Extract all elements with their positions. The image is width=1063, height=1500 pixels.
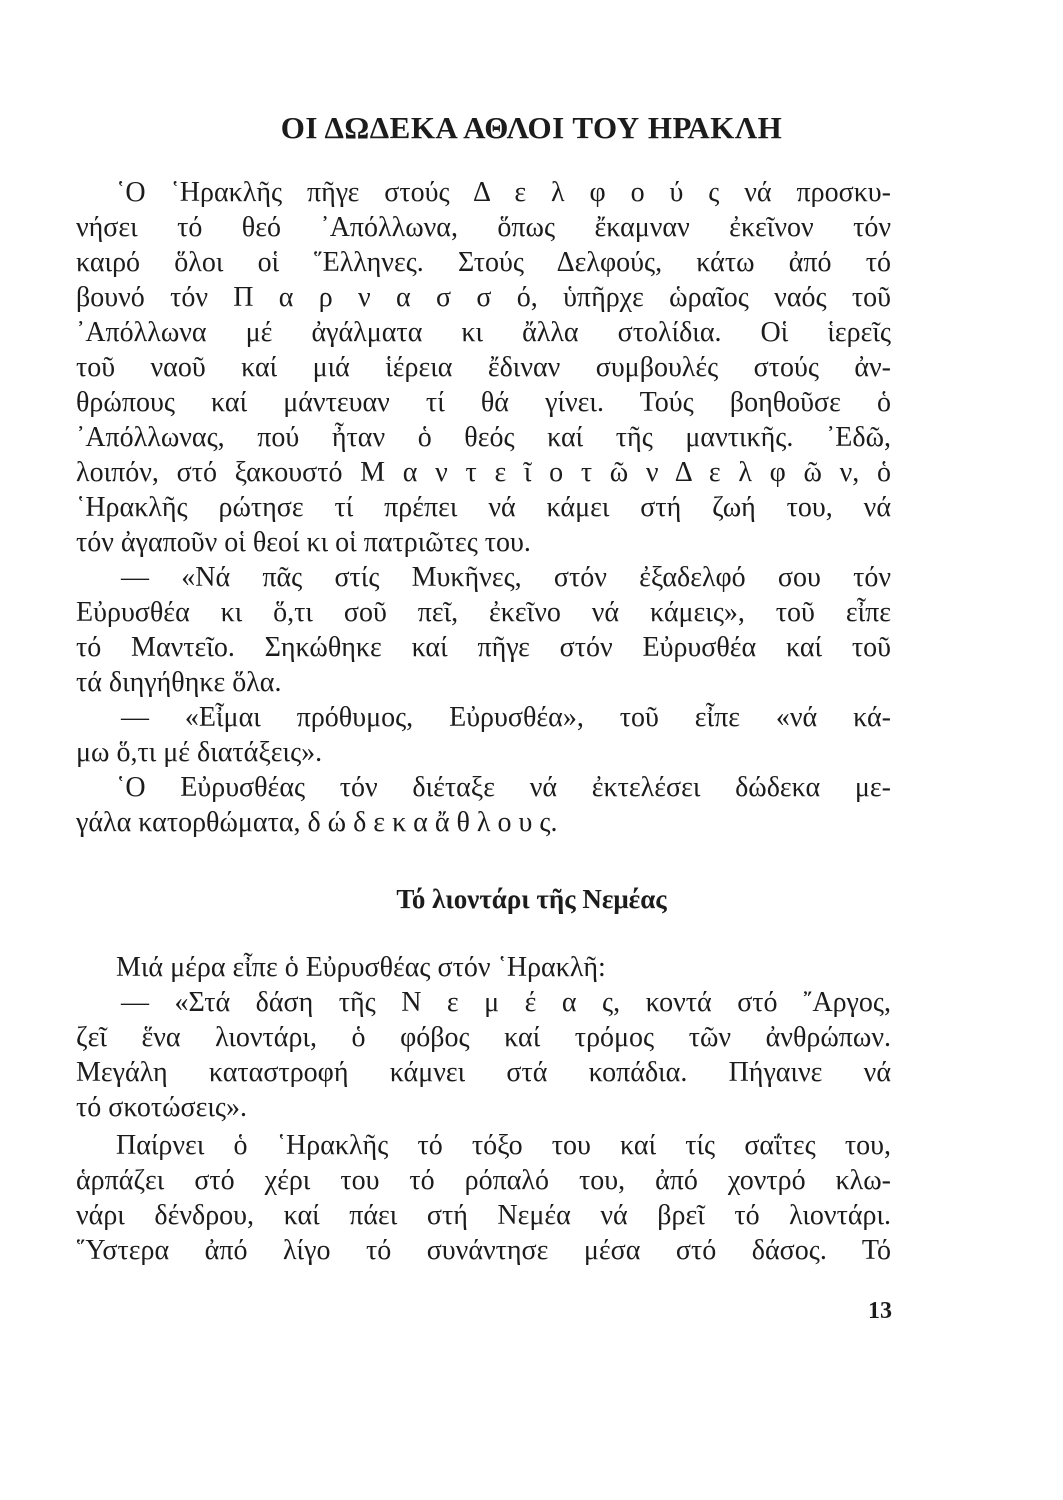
text-line: τά διηγήθηκε ὅλα. <box>76 667 282 698</box>
text-line: Μεγάλη καταστροφή κάμνει στά κοπάδια. Πήγαινε νά <box>76 1057 891 1088</box>
text-line: ἁρπάζει στό χέρι του τό ρόπαλό του, ἀπό χοντρό κλω- <box>76 1165 891 1196</box>
text-line: μω ὅ,τι μέ διατάξεις». <box>76 737 323 768</box>
text-line: θρώπους καί μάντευαν τί θά γίνει. Τούς βοηθοῦσε ὁ <box>76 387 891 418</box>
text-line: Παίρνει ὁ ῾Ηρακλῆς τό τόξο του καί τίς σαΐτες του, <box>116 1130 891 1161</box>
text-line: τό Μαντεῖο. Σηκώθηκε καί πῆγε στόν Εὐρυσθέα καί τοῦ <box>76 632 891 663</box>
text-line: — «Εἶμαι πρόθυμος, Εὐρυσθέα», τοῦ εἶπε «νά κά- <box>121 702 891 733</box>
text-line: βουνό τόν Π α ρ ν α σ σ ό, ὑπῆρχε ὡραῖος ναός τοῦ <box>76 282 891 313</box>
text-line: τόν ἀγαποῦν οἱ θεοί κι οἱ πατριῶτες του. <box>76 527 531 558</box>
text-line: νάρι δένδρου, καί πάει στή Νεμέα νά βρεῖ τό λιοντάρι. <box>76 1200 891 1231</box>
text-line: γάλα κατορθώματα, δ ώ δ ε κ α ἄ θ λ ο υ ς. <box>76 807 558 838</box>
text-line: ῾Ο Εὐρυσθέας τόν διέταξε νά ἐκτελέσει δώδεκα με- <box>116 772 891 803</box>
text-line: ῾Ο ῾Ηρακλῆς πῆγε στούς Δ ε λ φ ο ύ ς νά προσκυ- <box>116 177 891 208</box>
text-line: Μιά μέρα εἶπε ὁ Εὐρυσθέας στόν ῾Ηρακλῆ: <box>116 952 606 983</box>
text-line: Εὐρυσθέα κι ὅ,τι σοῦ πεῖ, ἐκεῖνο νά κάμεις», τοῦ εἶπε <box>76 597 891 628</box>
text-line: ᾿Απόλλωνα μέ ἀγάλματα κι ἄλλα στολίδια. Οἱ ἱερεῖς <box>76 317 891 348</box>
text-line: — «Νά πᾶς στίς Μυκῆνες, στόν ἐξαδελφό σου τόν <box>121 562 891 593</box>
text-line: ᾿Απόλλωνας, πού ἦταν ὁ θεός καί τῆς μαντικῆς. ᾿Εδῶ, <box>76 422 891 453</box>
text-line: ζεῖ ἕνα λιοντάρι, ὁ φόβος καί τρόμος τῶν ἀνθρώπων. <box>76 1022 891 1053</box>
text-line: καιρό ὅλοι οἱ ῞Ελληνες. Στούς Δελφούς, κάτω ἀπό τό <box>76 247 891 278</box>
text-line: λοιπόν, στό ξακουστό Μ α ν τ ε ῖ ο τ ῶ ν Δ ε λ φ ῶ ν, ὁ <box>76 457 891 488</box>
text-line: τοῦ ναοῦ καί μιά ἱέρεια ἔδιναν συμβουλές στούς ἀν- <box>76 352 891 383</box>
text-line: τό σκοτώσεις». <box>76 1092 247 1123</box>
text-line: νήσει τό θεό ᾿Απόλλωνα, ὅπως ἔκαμναν ἐκεῖνον τόν <box>76 212 891 243</box>
chapter-title: ΟΙ ΔΩΔΕΚΑ ΑΘΛΟΙ ΤΟΥ ΗΡΑΚΛΗ <box>280 110 783 145</box>
text-line: — «Στά δάση τῆς Ν ε μ έ α ς, κοντά στό ῎Αργος, <box>121 987 891 1018</box>
text-line: ῞Υστερα ἀπό λίγο τό συνάντησε μέσα στό δάσος. Τό <box>76 1235 891 1266</box>
page-number: 13 <box>868 1298 892 1324</box>
section-subtitle: Τό λιοντάρι τῆς Νεμέας <box>396 884 667 914</box>
text-line: ῾Ηρακλῆς ρώτησε τί πρέπει νά κάμει στή ζωή του, νά <box>76 492 891 523</box>
